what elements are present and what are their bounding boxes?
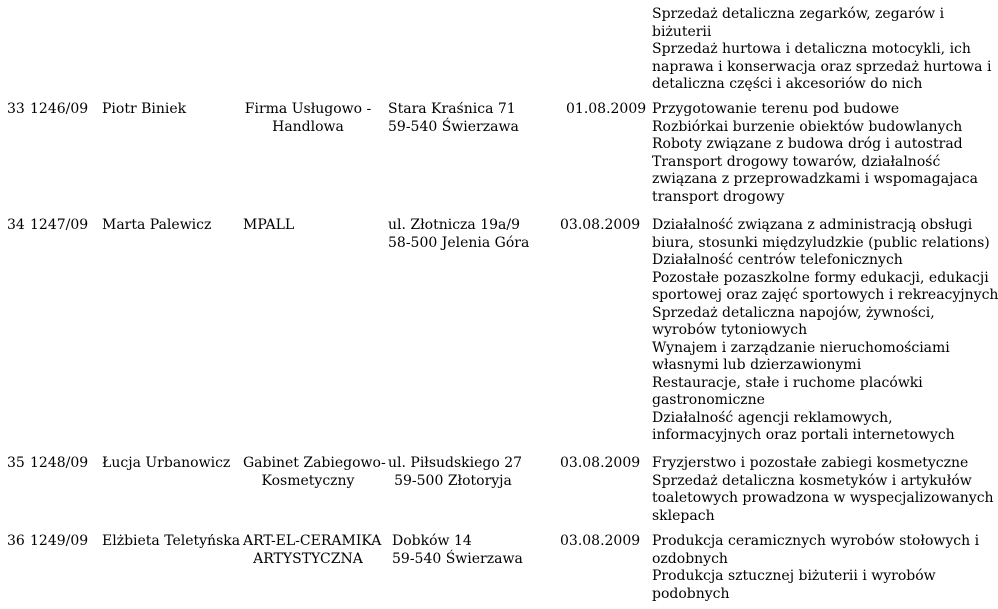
activity-line: biura, stosunki międzyludzkie (public relations) xyxy=(652,234,990,251)
registration-date: 03.08.2009 xyxy=(560,217,641,233)
activity-line: Przygotowanie terenu pod budowe xyxy=(652,101,900,117)
activity-line: ozdobnych xyxy=(652,550,728,567)
activities xyxy=(652,101,978,206)
activity-line: Restauracje, stałe i ruchome placówki xyxy=(652,374,923,391)
owner-name: Marta Palewicz xyxy=(102,217,212,233)
address xyxy=(388,217,530,252)
activity-line: detaliczna części i akcesoriów do nich xyxy=(652,76,923,92)
address-line: 58-500 Jelenia Góra xyxy=(388,234,530,251)
registration-date: 03.08.2009 xyxy=(560,533,641,549)
address-line: 59-500 Złotoryja xyxy=(394,472,512,489)
owner-name: Piotr Biniek xyxy=(102,101,187,117)
activity-line: sklepach xyxy=(652,507,715,524)
address-line: Stara Kraśnica 71 xyxy=(388,101,516,117)
activity-line: Działalność centrów telefonicznych xyxy=(652,252,903,268)
activity-line: Sprzedaż hurtowa i detaliczna motocykli, ich xyxy=(652,41,971,57)
previous-entry-activities xyxy=(652,6,992,94)
firm-name-line: Handlowa xyxy=(272,118,344,135)
firm-name-line: Gabinet Zabiegowo- xyxy=(243,455,386,471)
address-line: Dobków 14 xyxy=(392,533,472,549)
activity-line: Działalność agencji reklamowych, xyxy=(652,409,893,426)
activity-line: Roboty związane z budowa dróg i autostrad xyxy=(652,136,963,152)
entry-number: 36 xyxy=(7,533,25,549)
firm-name xyxy=(243,217,294,235)
activity-line: toaletowych prowadzona w wyspecjalizowanych xyxy=(652,490,994,506)
activity-line: sportowej oraz zajęć sportowych i rekreacyjnych xyxy=(652,287,998,303)
activities xyxy=(652,217,998,445)
address xyxy=(388,101,518,136)
activity-line: naprawa i konserwacja oraz sprzedaż hurtowa i xyxy=(652,58,992,75)
firm-name-line: ART-EL-CERAMIKA xyxy=(243,533,382,549)
owner-name: Elżbieta Teletyńska xyxy=(102,533,241,549)
activity-line: Wynajem i zarządzanie nieruchomościami xyxy=(652,339,950,356)
activity-line: Fryzjerstwo i pozostałe zabiegi kosmetyczne xyxy=(652,455,969,471)
address-line: 59-540 Świerzawa xyxy=(388,118,519,135)
registration-number: 1247/09 xyxy=(30,217,89,233)
activity-line: podobnych xyxy=(652,585,730,602)
address-line: ul. Złotnicza 19a/9 xyxy=(388,217,521,233)
activities xyxy=(652,455,994,525)
activity-line: wyrobów tytoniowych xyxy=(652,322,808,338)
firm-name xyxy=(243,101,373,136)
registration-date: 01.08.2009 xyxy=(566,101,647,117)
address xyxy=(388,455,523,490)
firm-name-line: MPALL xyxy=(243,217,295,233)
activity-line: własnymi lub dzierzawionymi xyxy=(652,357,862,373)
registration-number: 1246/09 xyxy=(30,101,89,117)
firm-name-line: ARTYSTYCZNA xyxy=(253,550,363,567)
activity-line: Sprzedaż detaliczna napojów, żywności, xyxy=(652,304,935,321)
activity-line: Pozostałe pozaszkolne formy edukacji, edukacji xyxy=(652,269,989,286)
activity-line: Rozbiórkai burzenie obiektów budowlanych xyxy=(652,118,963,135)
entry-number: 33 xyxy=(7,101,25,117)
activity-line: Sprzedaż detaliczna zegarków, zegarów i xyxy=(652,6,945,22)
activity-line: Działalność związana z administracją obsługi xyxy=(652,217,973,233)
address xyxy=(392,533,522,568)
address-line: ul. Piłsudskiego 27 xyxy=(388,455,523,471)
activity-line: Produkcja sztucznej biżuterii i wyrobów xyxy=(652,568,936,584)
activity-line: biżuterii xyxy=(652,23,712,40)
activity-line: związana z przeprowadzkami i wspomagajaca xyxy=(652,171,978,187)
activity-line: Transport drogowy towarów, działalność xyxy=(652,153,941,170)
registration-date: 03.08.2009 xyxy=(560,455,641,471)
firm-name xyxy=(243,455,386,490)
firm-name-line: Kosmetyczny xyxy=(261,472,355,489)
activity-line: Produkcja ceramicznych wyrobów stołowych i xyxy=(652,533,980,549)
firm-name-line: Firma Usługowo - xyxy=(244,101,372,117)
activity-line: Sprzedaż detaliczna kosmetyków i artykułów xyxy=(652,472,972,489)
activity-line: transport drogowy xyxy=(652,188,785,205)
firm-name xyxy=(243,533,382,568)
activity-line: gastronomiczne xyxy=(652,392,765,408)
registration-number: 1248/09 xyxy=(30,455,89,471)
entry-number: 34 xyxy=(7,217,25,233)
activity-line: informacyjnych oraz portali internetowych xyxy=(652,427,955,443)
entry-number: 35 xyxy=(7,455,25,471)
address-line: 59-540 Świerzawa xyxy=(392,550,523,567)
owner-name: Łucja Urbanowicz xyxy=(102,455,231,471)
activities xyxy=(652,533,980,603)
registration-number: 1249/09 xyxy=(30,533,89,549)
